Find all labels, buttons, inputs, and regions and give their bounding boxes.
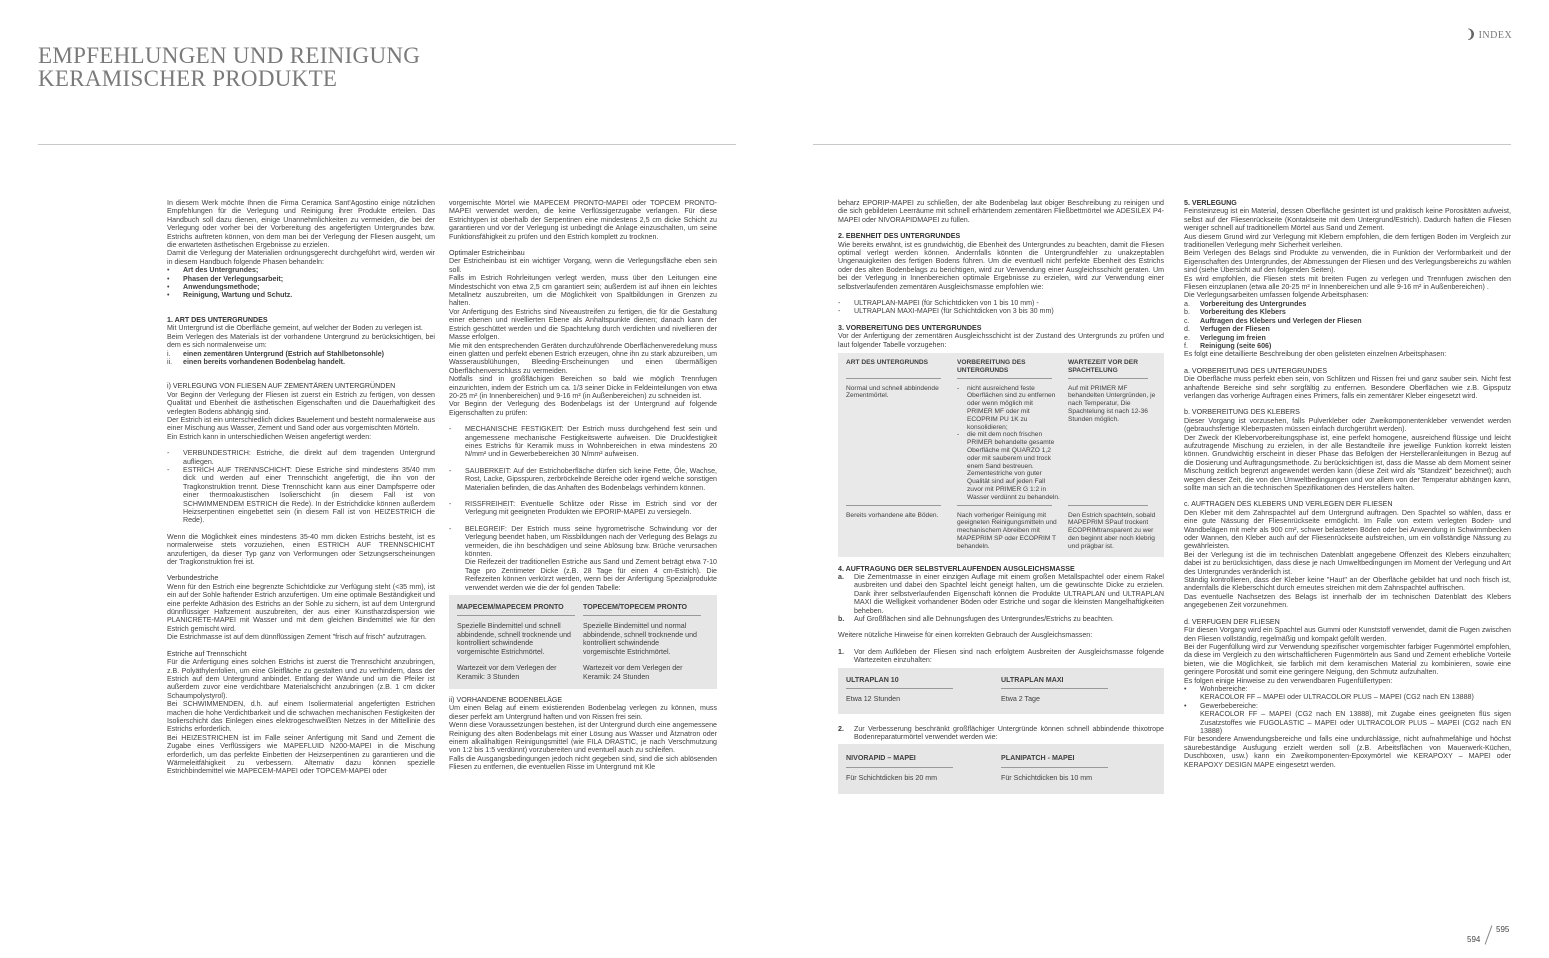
nivorapid-box — [838, 744, 1164, 794]
list-item: c. Auftragen des Klebers und Verlegen der Fliesen — [1184, 316, 1362, 325]
paragraph: Bei der Fugenfüllung wird zur Verwendung spezifischer vorgemischter farbiger Fugenmörtel empfohlen, da diese im Vergleich zu den wirtschaftlicheren Fugenmörteln aus Sand und Zement erhebliche Vorteile bieten, wie die Möglichkeit, sie farblich mit dem keramischen Material zu kombinieren, sowie eine geringere Porosität und somit eine geringere Neigung, den Schmutz aufzuhalten. — [1184, 642, 1511, 677]
list-item: • Reinigung, Wartung und Schutz. — [167, 291, 293, 300]
paragraph: Bei der Verlegung ist die im technischen Datenblatt angegebene Offenzeit des Klebers einzuhalten; dabei ist zu berücksichtigen, dass diese je nach Umweltbedingungen im Moment der Verlegung und Art des Untergrundes veränderlich ist. — [1184, 550, 1511, 576]
list-item: - ESTRICH AUF TRENNSCHICHT: Diese Estriche sind mindestens 35/40 mm dick und werden auf einer Trennschicht angefertigt, die ihn von der Tragkonstruktion trennt. Diese Trennschicht kann aus einer Dampfsperre oder einer thermoakustischen Isolierschicht (in diesem Fall ist von SCHWIMMENDEM ESTRICH die Rede). In der Estrichdicke können außerdem Heizserpentinen eingebettet sein (in diesem Fall ist von HEIZESTRICH die Rede). — [167, 465, 435, 525]
paragraph: Vor Beginn der Verlegung des Bodenbelags ist der Untergrund auf folgende Eigenschaften zu prüfen: — [449, 400, 717, 417]
product-list — [838, 299, 1164, 316]
page-number-left: 594 — [1467, 935, 1481, 944]
list-item: a. Die Zementmasse in einer einzigen Auflage mit einem großen Metallspachtel oder einem Rakel ausbreiten und dabei den Spachtel leicht geneigt halten, um die gewünschte Dicke zu erzielen. Dank ihrer selbstverlaufenden Eigenschaft können die Produkte ULTRAPLAN und ULTRAPLAN MAXI die Welligkeit vorhandener Böden oder Estriche und sogar die kleinsten Mangelhaftigkeiten beheben. — [838, 573, 1164, 615]
paragraph: Dieser Vorgang ist vorzusehen, falls Pulverkleber oder Zweikomponentenkleber verwendet werden (gebrauchsfertige Kleberpasten müssen einfach durchgerührt werden). — [1184, 416, 1511, 434]
subsection-heading: Verbundestriche — [167, 574, 219, 583]
list-item: - ULTRAPLAN MAXI-MAPEI (für Schichtdicken von 3 bis 30 mm) — [838, 307, 1054, 316]
table-cell: Bereits vorhandene alte Böden. — [846, 511, 939, 519]
table-cell: Den Estrich spachteln, sobald MAPEPRIM SPauf trockent ECOPRIMtransparent zu wer den beginnt aber noch klebrig und prägbar ist. — [1068, 511, 1156, 550]
paragraph: Vor Beginn der Verlegung der Fliesen ist zuerst ein Estrich zu fertigen, von dessen Qualität und Ebenheit die ästhetischen Eigenschaften und die Dauerhaftigkeit des verlegten Bodens abhängig sind. — [167, 390, 435, 416]
filler-list — [1184, 685, 1511, 735]
list-item: • Wohnbereiche: KERACOLOR FF – MAPEI oder ULTRACOLOR PLUS – MAPEI (CG2 nach EN 13888) — [1184, 684, 1474, 702]
list-item: - VERBUNDESTRICH: Estriche, die direkt auf dem tragenden Untergrund aufliegen. — [167, 449, 435, 466]
index-link[interactable] — [1466, 27, 1512, 42]
table-cell: Etwa 12 Stunden — [846, 695, 901, 704]
subsection-heading: ii) VORHANDENE BODENBELÄGE — [449, 695, 563, 704]
list-item: a. Vorbereitung des Untergrundes — [1184, 299, 1307, 308]
paragraph: Der Estricheinbau ist ein wichtiger Vorgang, wenn die Verlegungsfläche eben sein soll. — [449, 257, 717, 274]
list-item: 2. Zur Verbesserung beschränkt großflächiger Untergründe können schnell abbindende thixotrope Bodenreparaturmörtel verwendet werden wie: — [838, 724, 1164, 741]
page-title-line-1: EMPFEHLUNGEN UND REINIGUNG — [38, 43, 421, 68]
table-header: ULTRAPLAN 10 — [846, 675, 899, 684]
list-item: d. Verfugen der Fliesen — [1184, 325, 1270, 334]
table-cell: Für Schichtdicken bis 10 mm — [1001, 773, 1093, 782]
paragraph: Der Estrich ist ein unterschiedlich dickes Bauelement und besteht normalerweise aus einer Mischung aus Wasser, Zement und Sand oder aus vorgemischten Mörteln. — [167, 415, 435, 433]
paragraph: Notfalls sind in großflächigen Bereichen so bald wie möglich Trennfugen einzurichten, indem der Estrich um ca. 1/3 seiner Dicke in Feldeinteilungen von etwa 20-25 m² (in Innenbereichen) und 9-16 m² (in Außenbereichen) zu schneiden ist. — [449, 375, 717, 400]
hint-list — [838, 725, 1164, 742]
subsection-heading: i) VERLEGUNG VON FLIESEN AUF ZEMENTÄREN UNTERGRÜNDEN — [167, 382, 396, 391]
column-4 — [1184, 199, 1511, 769]
hint-list — [838, 648, 1164, 665]
paragraph: Der Zweck der Klebervorbereitungsphase ist, eine perfekt homogene, ausreichend flüssige und leicht aufzutragende Mischung zu erzielen, in der alle Bestandteile ihre jeweilige Funktion korrekt leisten können. Grundwichtig erscheint in dieser Phase das Befolgen der Herstelleranleitungen in Bezug auf die Dosierung und Auftragungsmethode. Zu berücksichtigen ist, dass die Masse ab dem Moment seiner Mischung zeitlich begrenzt angewendet werden kann (diese Zeit wird als "Standzeit" bezeichnet); auch wegen dieser Zeit, die von den Umweltbedingungen und vor allem von der Temperatur abhängen kann, sollte man sich an die technischen Spezifikationen des Herstellers halten. — [1184, 433, 1511, 492]
paragraph: vorgemischte Mörtel wie MAPECEM PRONTO-MAPEI oder TOPCEM PRONTO-MAPEI verwendet werden, die keine Verflüssigerzugabe verlangen. Für diese Estrichtypen ist oberhalb der Serpentinen eine mindestens 2,5 cm dicke Schicht zu garantieren und vor der Verlegung ist unbedingt die Anlage einzuschalten, um seine Funktionsfähigkeit zu prüfen und den Estrich komplett zu trocknen. — [449, 199, 717, 241]
paragraph: Die Reifezeit der traditionellen Estriche aus Sand und Zement beträgt etwa 7-10 Tage pro Zentimeter Dicke (z.B. 28 Tage für einen 4 cm-Estrich). Die Reifezeiten können verkürzt werden, wenn bei der Anfertigung Spezialprodukte verwendet werden wie die der fol genden Tabelle: — [465, 558, 717, 592]
table-header: ART DES UNTERGRUNDS — [846, 359, 929, 367]
paragraph: Beim Verlegen des Belags sind Produkte zu verwenden, die in Funktion der Verformbarkeit und der Eigenschaften des Untergrundes, der Abmessungen der Fliesen und des Verlegungsbereichs zu wählen sind (siehe Übersicht auf den folgenden Seiten). — [1184, 249, 1511, 275]
table-header: PLANIPATCH - MAPEI — [1001, 754, 1075, 763]
paragraph: Es folgen einige Hinweise zu den verwendbaren Fugenfüllertypen: — [1184, 676, 1393, 685]
paragraph: Bei SCHWIMMENDEN, d.h. auf einem Isoliermaterial angefertigten Estrichen machen die hohe Verdichtbarkeit und die schwachen mechanischen Festigkeiten der Isolierschicht das Einlegen eines elektrogeschweißten Netzes in der Mittellinie des Estrichs erforderlich. — [167, 700, 435, 734]
preparation-table — [838, 353, 1164, 557]
list-item: - SAUBERKEIT: Auf der Estrichoberfläche dürfen sich keine Fette, Öle, Wachse, Rost, Lacke, Gipsspuren, zerbröckelnde Bereiche oder irgend welche sonstigen Materialien befinden, die das Anhaften des Bodenbelags verhindern können. — [449, 466, 717, 492]
paragraph: Für diesen Vorgang wird ein Spachtel aus Gummi oder Kunststoff verwendet, damit die Fugen zwischen den Fliesen vollständig, regelmäßig und kompakt gefüllt werden. — [1184, 626, 1511, 643]
paragraph: Wenn die Möglichkeit eines mindestens 35-40 mm dicken Estrichs besteht, ist es normalerweise stets vorzuziehen, einen ESTRICH AUF TRENNSCHICHT anzufertigen, da dieser Typ ganz von Verformungen oder Setzungserscheinungen der Tragkonstruktion frei ist. — [167, 532, 435, 567]
list-item: • Gewerbebereiche: KERACOLOR FF – MAPEI (CG2 nach EN 13888), mit Zugabe eines geeigneten flüs sigen Zusatzstoffes wie FUGOLASTIC – MAPEI oder ULTRACOLOR PLUS – MAPEI (CG2 nach EN 13888) — [1184, 701, 1511, 735]
table-header: ULTRAPLAN MAXI — [1001, 675, 1064, 684]
paragraph: Das eventuelle Nachsetzen des Belags ist innerhalb der im technischen Datenblatt des Klebers angegebenen Zeit vorzunehmen. — [1184, 592, 1511, 610]
paragraph: Den Kleber mit dem Zahnspachtel auf dem Untergrund auftragen. Den Spachtel so wählen, dass er eine gute Nässung der Fliesenrückseite ermöglicht. Im Falle von extern verlegten Boden- und Wandbelägen mit mehr als 900 cm², schwer belasteten Böden oder bei Anwendung in Schwimmbecken oder Wannen, den Kleber auch auf der Fliesenrückseite aufstreichen, um ein vollständige Nässung zu gewährleisten. — [1184, 508, 1511, 551]
paragraph: Ein Estrich kann in unterschiedlichen Weisen angefertigt werden: — [167, 432, 372, 441]
ultraplan-box — [838, 668, 1164, 714]
table-header: VORBEREITUNG DES UNTERGRUNDS — [957, 359, 1026, 374]
list-item: b. Auf Großflächen sind alle Dehnungsfugen des Untergrundes/Estrichs zu beachten. — [838, 615, 1114, 624]
list-item: • Anwendungsmethode; — [167, 283, 260, 292]
paragraph: Es folgt eine detaillierte Beschreibung der oben gelisteten einzelnen Arbeitsphasen: — [1184, 350, 1447, 359]
column-1 — [167, 199, 435, 776]
section-heading: 1. ART DES UNTERGRUNDES — [167, 315, 268, 324]
table-cell: Etwa 2 Tage — [1001, 695, 1040, 704]
table-header: WARTEZEIT VOR DER SPACHTELUNG — [1068, 359, 1138, 374]
subsection-heading: b. VORBEREITUNG DES KLEBERS — [1184, 408, 1300, 417]
phase-list — [167, 266, 435, 300]
paragraph: Mit Untergrund ist die Oberfläche gemeint, auf welcher der Boden zu verlegen ist. — [167, 324, 423, 333]
paragraph: Falls die Ausgangsbedingungen jedoch nicht gegeben sind, sind die sich ablösenden Fliesen zu entfernen, die eventuellen Risse im Untergrund mit Kle — [449, 754, 717, 772]
list-item: i. einen zementären Untergrund (Estrich auf Stahlbetonsohle) — [167, 349, 385, 358]
page-title-line-2: KERAMISCHER PRODUKTE — [38, 66, 338, 91]
page-title — [38, 44, 420, 90]
paragraph: Für die Anfertigung eines solchen Estrichs ist zuerst die Trennschicht anzubringen, z.B. Polyäthylenfolien, um eine Gleitfläche zu gestalten und zu verhindern, dass der Estrich auf dem Untergrund anbindet. Entlang der Wände und um die Pfeiler ist außerdem zuvor eine verdichtbare Materialschicht anzubringen (z.B. 1 cm dicker Schaumpolystyrol). — [167, 658, 435, 700]
list-item: • Phasen der Verlegungsarbeit; — [167, 274, 284, 283]
list-item: e. Verlegung im freien — [1184, 333, 1266, 342]
table-cell: Normal und schnell abbindende Zementmörtel. — [846, 384, 939, 400]
list-item: f. Reinigung (seite 606) — [1184, 341, 1272, 350]
section-heading: 3. VORBEREITUNG DES UNTERGRUNDES — [838, 323, 982, 332]
page-number-right: 595 — [1496, 925, 1510, 934]
page-number-divider — [1485, 925, 1493, 944]
paragraph: Wenn für den Estrich eine begrenzte Schichtdicke zur Verfügung steht (<35 mm), ist ein auf der Sohle haftender Estrich anzufertigen. Um eine optimale Beständigkeit und eine perfekte Adhäsion des Estrichs an der Sohle zu sichern, ist auf dem Untergrund dünnflüssiger Haftzement auszubreiten, der aus einer Kunstharzdispersion wie PLANICRETE-MAPEI mit Wasser und mit dem gleichen Bindemittel wie für den Estrich gemischt wird. — [167, 582, 435, 633]
paragraph: Um einen Belag auf einem existierenden Bodenbelag verlegen zu können, muss dieser perfekt am Untergrund haften und von Rissen frei sein. — [449, 704, 717, 721]
section-heading: 5. VERLEGUNG — [1184, 199, 1237, 207]
column-3 — [838, 199, 1164, 797]
table-cell: Auf mit PRIMER MF behandelten Untergründen, je nach Temperatur, Die Spachtelung ist nach 12-36 Stunden möglich. — [1068, 384, 1156, 423]
table-header: MAPECEM/MAPECEM PRONTO — [457, 603, 564, 612]
paragraph: Ständig kontrollieren, dass der Kleber keine "Haut" an der Oberfläche gebildet hat und noch frisch ist, andernfalls die Kleberschicht durch erneutes streichen mit dem Zahnspachtel auffrischen. — [1184, 576, 1511, 593]
index-label: INDEX — [1478, 30, 1513, 41]
paragraph: Bei HEIZESTRICHEN ist im Falle seiner Anfertigung mit Sand und Zement die Zugabe eines Verflüssigers wie MAPEFLUID N200-MAPEI in die Mischung erforderlich, um das perfekte Einbetten der Heizserpentinen zu garantieren und die Wärmeleitfähigkeit zu verbessern. Alternativ dazu können spezielle Estrichbindemittel wie MAPECEM-MAPEI oder TOPCEM-MAPEI oder — [167, 733, 435, 776]
section-heading: 4. AUFTRAGUNG DER SELBSTVERLAUFENDEN AUSGLEICHSMASSE — [838, 564, 1075, 573]
paragraph: Für besondere Anwendungsbereiche und falls eine undurchlässige, nicht aufnahmefähige und höchst säurebeständige Ausfugung erzielt werden soll (z.B. Arbeitsflächen von Mauerwerk-Küchen, Duschboxen, usw.) kann ein Zweikomponenten-Epoxymörtel wie KERAPOXY – MAPEI oder KERAPOXY DESIGN MAPE eingesetzt werden. — [1184, 735, 1511, 769]
list-item: - BELEGREIF: Der Estrich muss seine hygrometrische Schwindung vor der Verlegung beendet haben, um Rissbildungen nach der Verlegung des Belags zu vermeiden, die ihn beschädigen und seine Ablösung bzw. Brüche verursachen könnten. — [449, 524, 717, 559]
subsection-heading: Optimaler Estricheinbau — [449, 249, 525, 258]
table-cell: Spezielle Bindemittel und schnell abbindende, schnell trocknende und kontrolliert schwindende vorgemischte Estrichmörtel. — [457, 622, 571, 656]
list-item: ii. einen bereits vorhandenen Bodenbelag handelt. — [167, 357, 346, 366]
paragraph: Vor Anfertigung des Estrichs sind Niveaustreifen zu fertigen, die für die Gestaltung einer ebenen und nivellierten Ebene als Anhaltspunkte dienen; danach kann der Estrich geschüttet werden und die Spachtelung durch verdichten und nivellieren der Masse erfolgen. — [449, 307, 717, 342]
paragraph: Mie mit den entsprechenden Geräten durchzuführende Oberflächenveredelung muss einen glatten und perfekt ebenen Estrich erzeugen, ohne ihn zu stark abzureiben, um Wasserausblühungen, Bleeding-Erscheinungen und einen übermäßigen Oberflächenverschluss zu vermeiden. — [449, 341, 717, 375]
paragraph: Die Verlegungsarbeiten umfassen folgende Arbeitsphasen: — [1184, 291, 1369, 300]
table-cell: Spezielle Bindemittel und normal abbindende, schnell trocknende und kontrolliert schwindende vorgemischte Estrichmörtel. — [583, 622, 697, 656]
list-item: b. Vorbereitung des Klebers — [1184, 308, 1286, 317]
paragraph: Aus diesem Grund wird zur Verlegung mit Klebern empfohlen, die dem fertigen Boden im Vergleich zur traditionellen Verlegung mehr Sicherheit verleihen. — [1184, 232, 1511, 250]
list-item: • Art des Untergrundes; — [167, 266, 259, 275]
list-item: - ULTRAPLAN-MAPEI (für Schichtdicken von 1 bis 10 mm) - — [838, 299, 1039, 308]
substrate-list — [167, 350, 435, 367]
paragraph: Vor der Anfertigung der zementären Ausgleichsschicht ist der Zustand des Untergrunds zu prüfen und laut folgender Tabelle vorzugehen: — [838, 332, 1164, 349]
section-heading: 2. EBENHEIT DES UNTERGRUNDES — [838, 232, 961, 241]
table-cell: - nicht ausreichend feste Oberflächen sind zu entfernen oder wenn möglich mit PRIMER MF oder mit ECOPRIM PU 1K zu konsolidieren; - die mit dem noch frischen PRIMER behandelte gesamte Oberfläche mit QUARZO 1,2 oder mit sauberem und trock enem Sand bestreuen. Zementestriche von guter Qualität sind auf jeden Fall zuvor mit PRIMER G 1:2 in Wasser verdünnt zu behandeln. — [957, 384, 1060, 501]
table-cell: Wartezeit vor dem Verlegen der Keramik: 24 Stunden — [583, 664, 683, 681]
list-item: - RISSFREIHEIT: Eventuelle Schlitze oder Risse im Estrich sind vor der Verlegung mit geeigneten Produkten wie EPORIP-MAPEI zu versiegeln. — [449, 500, 717, 517]
table-cell: Wartezeit vor dem Verlegen der Keramik: 3 Stunden — [457, 664, 557, 681]
application-steps — [838, 573, 1164, 623]
paragraph: Weitere nützliche Hinweise für einen korrekten Gebrauch der Ausgleichsmassen: — [838, 631, 1093, 640]
list-item: - MECHANISCHE FESTIGKEIT: Der Estrich muss durchgehend fest sein und angemessene mechanische Festigkeitswerte aufweisen. Die Druckfestigkeit eines Estrichs für Keramik muss in Wohnbereichen in etwa mindestens 20 N/mm² und in Gewerbebereichen 30 N/mm² aufweisen. — [449, 425, 717, 459]
left-page-rule — [38, 144, 736, 145]
table-cell: Für Schichtdicken bis 20 mm — [846, 773, 938, 782]
paragraph: Feinsteinzeug ist ein Material, dessen Oberfläche gesintert ist und praktisch keine Porositäten aufweist, selbst auf der Fliesenrückseite (Kontaktseite mit dem Untergrund/Estrich). Dadurch haften die Fliesen weniger schnell auf traditionellem Mörtel aus Sand und Zement. — [1184, 207, 1511, 233]
paragraph: Beim Verlegen des Materials ist der vorhandene Untergrund zu berücksichtigen, bei dem es sich normalerweise um: — [167, 332, 435, 350]
work-phase-list — [1184, 300, 1511, 350]
column-2 — [449, 199, 717, 772]
index-arrow-icon: ❩ — [1466, 27, 1477, 41]
paragraph: Wenn diese Voraussetzungen bestehen, ist der Untergrund durch eine angemessene Reinigung des alten Bodenbelags mit einer Lösung aus Wasser und Ätznatron oder einem alkalihaltigen Reinigungsmittel (wie FILA DRASTIC, je nach Verschmutzung von 1:2 bis 1:5 verdünnt) vorzubereiten und eventuell auch zu schleifen. — [449, 721, 717, 755]
check-list — [449, 425, 717, 558]
paragraph: Die Estrichmasse ist auf dem dünnflüssigen Zement "frisch auf frisch" aufzutragen. — [167, 633, 427, 642]
paragraph: Wie bereits erwähnt, ist es grundwichtig, die Ebenheit des Untergrundes zu beachten, damit die Fliesen optimal verlegt werden können. Andernfalls könnten die Untergrundfehler zu unakzeptablen Ungenauigkeiten des fertigen Bodens führen. Um die eventuell nicht perfekte Ebenheit des Estrichs oder des alten Bodenbelags zu berichtigen, wird zur Verwendung einer Ausgleichsschicht geraten. Um bei der Verlegung in Innenbereichen optimale Ergebnisse zu erzielen, wird zur Verwendung einer selbstverlaufenden zementären Ausgleichsmasse empfohlen wie: — [838, 240, 1164, 291]
table-header: NIVORAPID – MAPEI — [846, 754, 916, 763]
subsection-heading: a. VORBEREITUNG DES UNTERGRUNDES — [1184, 366, 1328, 375]
right-page-rule — [813, 144, 1511, 145]
paragraph: Es wird empfohlen, die Fliesen stets mit breiten Fugen zu verlegen und Trennfugen zwischen den Fliesen einzuplanen (etwa alle 20-25 m² in Innenbereichen und alle 9-16 m² in Außenbereichen) . — [1184, 274, 1511, 292]
subsection-heading: Estriche auf Trennschicht — [167, 649, 247, 658]
paragraph: Die Oberfläche muss perfekt eben sein, von Schlitzen und Rissen frei und ganz sauber sein. Nicht fest anhaftende Bereiche sind sehr sorgfältig zu entfernen. Besondere Oberflächen wie z.B. Gipsputz verlangen das vorherige Auftragen eines Primers, falls ein zementärer Kleber eingesetzt wird. — [1184, 375, 1511, 400]
paragraph: Damit die Verlegung der Materialien ordnungsgerecht durchgeführt wird, werden wir in diesem Handbuch folgende Phasen behandeln: — [167, 249, 435, 266]
subsection-heading: d. VERFUGEN DER FLIESEN — [1184, 617, 1280, 626]
list-item: 1. Vor dem Aufkleben der Fliesen sind nach erfolgtem Ausbreiten der Ausgleichsmasse folgende Wartezeiten einzuhalten: — [838, 647, 1164, 665]
table-header: TOPECEM/TOPECEM PRONTO — [583, 603, 688, 612]
subsection-heading: c. AUFTRAGEN DES KLEBERS UND VERLEGEN DER FLIESEN — [1184, 500, 1393, 509]
paragraph: Falls im Estrich Rohrleitungen verlegt werden, muss über den Leitungen eine Mindestschicht von etwa 2,5 cm garantiert sein; außerdem ist auf ihnen ein leichtes Metallnetz auszubreiten, um die Möglichkeit von Spaltbildungen in Grenzen zu halten. — [449, 274, 717, 308]
estrich-type-list — [167, 449, 435, 525]
mapecem-table — [449, 595, 717, 689]
paragraph: beharz EPORIP-MAPEI zu schließen, der alte Bodenbelag laut obiger Beschreibung zu reinigen und die sich gebildeten Leerräume mit schnell erhärtendem zementären Fließbettmörtel wie ADESILEX P4-MAPEI oder NIVORAPIDMAPEI zu füllen. — [838, 199, 1164, 224]
table-cell: Nach vorheriger Reinigung mit geeigneten Reinigungsmitteln und mechanischem Abreiben mit MAPEPRIM SP oder ECOPRIM T behandeln. — [957, 511, 1057, 550]
paragraph: In diesem Werk möchte Ihnen die Firma Ceramica Sant'Agostino einige nützlichen Empfehlungen für die Verlegung und Reinigung ihrer Produkte erteilen. Das Handbuch soll dazu dienen, einige Unannehmlichkeiten zu vermeiden, die bei der Verlegung oder vorher bei der Vorbereitung des angefertigten Untergrundes bzw. Estrichs auftreten können, von dem man bei der Verlegung der Fliesen ausgeht, um die erwarteten ästhetischen Ergebnisse zu erzielen. — [167, 199, 435, 250]
